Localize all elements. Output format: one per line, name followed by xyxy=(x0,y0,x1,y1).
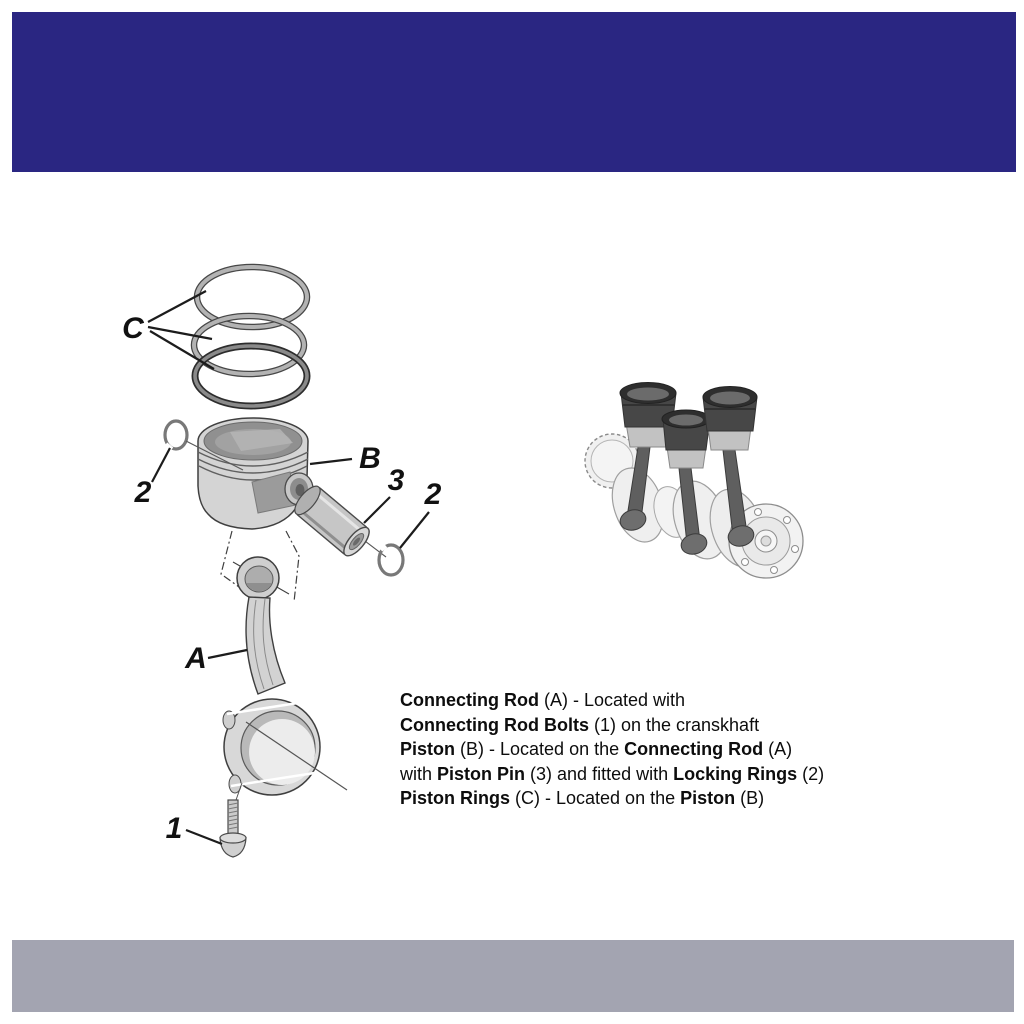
parts-description xyxy=(400,688,824,811)
description-segment: with xyxy=(400,763,438,784)
description-segment: (2) xyxy=(797,763,825,784)
label-connecting-rod: A xyxy=(185,642,207,675)
description-line xyxy=(400,786,824,811)
label-piston: B xyxy=(359,442,381,475)
description-segment: (A) - Located with xyxy=(538,690,686,710)
crankshaft-assembly-illustration xyxy=(585,383,803,579)
description-segment: (C) - Located on the xyxy=(510,788,681,808)
bolt-callout xyxy=(166,812,222,845)
description-segment: Locking Rings xyxy=(673,763,798,784)
description-segment: (3) and fitted with xyxy=(525,763,674,784)
piston-pin-illustration xyxy=(290,482,373,560)
piston-callout xyxy=(310,442,381,475)
description-segment: Piston Rings xyxy=(400,788,511,808)
description-segment: Connecting Rod xyxy=(624,739,764,759)
description-line xyxy=(400,737,824,762)
label-piston-pin: 3 xyxy=(387,464,405,497)
description-line xyxy=(400,713,824,738)
description-line xyxy=(400,762,824,787)
description-segment: Connecting Rod xyxy=(400,690,539,710)
bolt-illustration xyxy=(220,783,246,857)
description-line xyxy=(400,688,824,713)
connecting-rod-illustration xyxy=(223,557,347,795)
label-locking-ring-left: 2 xyxy=(134,476,152,509)
connecting-rod-callout xyxy=(184,642,247,675)
label-bolt: 1 xyxy=(165,812,183,845)
description-segment: (A) xyxy=(763,739,793,759)
description-segment: Piston Pin xyxy=(437,763,526,784)
piston-rings-illustration xyxy=(194,267,307,406)
description-segment: Piston xyxy=(680,788,736,808)
description-segment: (B) - Located on the xyxy=(455,739,625,759)
description-segment: (B) xyxy=(735,788,765,808)
description-segment: Connecting Rod Bolts xyxy=(400,714,589,735)
description-segment: Piston xyxy=(400,739,456,759)
description-segment: (1) on the cranskhaft xyxy=(588,714,760,735)
label-piston-rings: C xyxy=(122,312,144,345)
label-locking-ring-right: 2 xyxy=(424,478,442,511)
